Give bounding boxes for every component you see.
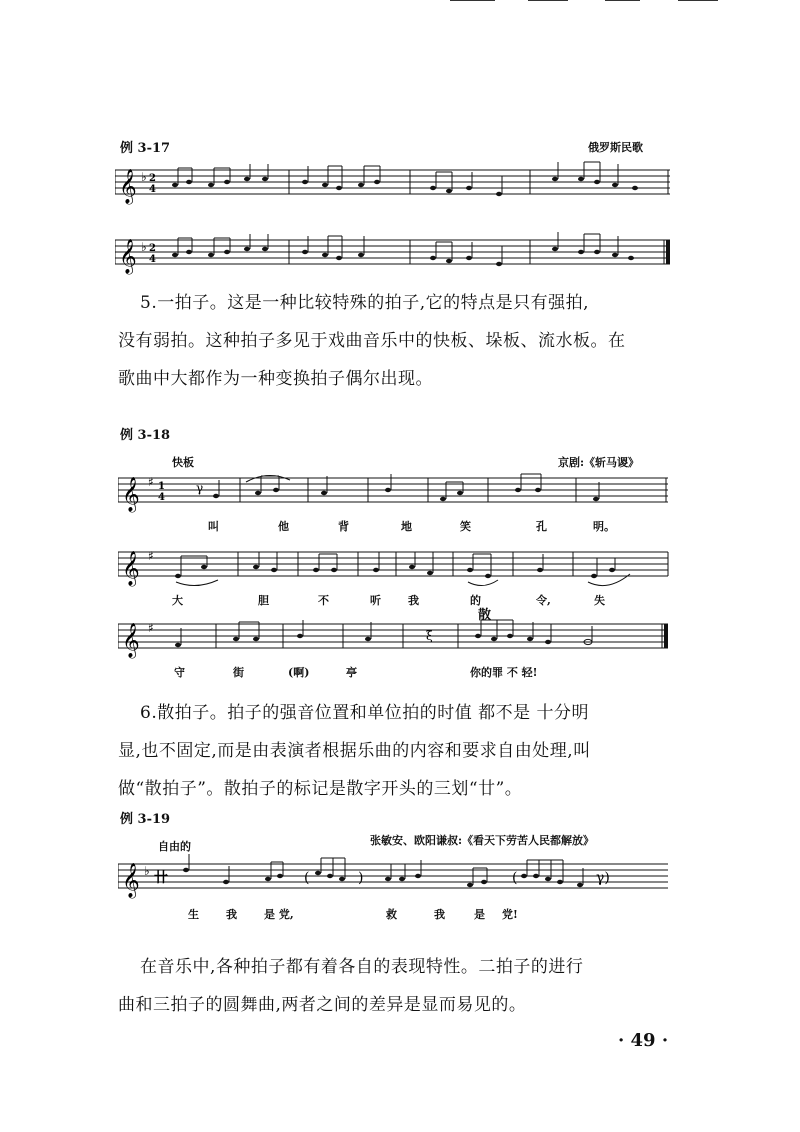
lyric: 的 bbox=[470, 594, 481, 607]
san-marking: 散 bbox=[478, 608, 492, 623]
lyric: 我 bbox=[226, 908, 237, 921]
staff-3-18-line1 bbox=[118, 466, 673, 516]
svg-text:(: ( bbox=[512, 870, 518, 886]
lyric: 救 bbox=[386, 908, 397, 921]
svg-text:4: 4 bbox=[158, 492, 165, 503]
paragraph-line: 做“散拍子”。散拍子的标记是散字开头的三划“廿”。 bbox=[118, 779, 523, 799]
svg-text:𝄞: 𝄞 bbox=[122, 477, 140, 512]
svg-text:2: 2 bbox=[149, 243, 156, 254]
lyric: 我 bbox=[434, 908, 445, 921]
lyric: 笑 bbox=[460, 520, 471, 533]
svg-text:): ) bbox=[358, 870, 364, 886]
paragraph-line: 显,也不固定,而是由表演者根据乐曲的内容和要求自由处理,叫 bbox=[118, 741, 591, 761]
lyric: 地 bbox=[401, 520, 412, 533]
svg-text:♯: ♯ bbox=[148, 621, 154, 635]
top-rule bbox=[605, 0, 640, 1]
example-source: 京剧:《斩马谡》 bbox=[558, 456, 640, 469]
lyric: 生 bbox=[188, 908, 199, 921]
svg-text:♭: ♭ bbox=[141, 240, 147, 254]
lyric: 听 bbox=[370, 594, 381, 607]
lyric: 胆 bbox=[258, 594, 269, 607]
lyrics-line bbox=[118, 592, 678, 608]
tempo-marking: 快板 bbox=[172, 456, 194, 469]
staff-3-17-line2 bbox=[115, 228, 675, 280]
staff-3-19 bbox=[118, 852, 673, 902]
lyric: 令, bbox=[536, 594, 551, 607]
lyric: 党! bbox=[502, 908, 518, 921]
page-number: · 49 · bbox=[618, 1030, 669, 1051]
svg-text:(: ( bbox=[304, 870, 310, 886]
staff-3-18-line3 bbox=[118, 612, 673, 662]
svg-text:γ): γ) bbox=[596, 870, 610, 886]
example-label: 例 3-17 bbox=[120, 141, 171, 156]
lyrics-line bbox=[118, 518, 678, 534]
lyric: 是 bbox=[474, 908, 485, 921]
lyric: 他 bbox=[278, 520, 289, 533]
paragraph-line: 5.一拍子。这是一种比较特殊的拍子,它的特点是只有强拍, bbox=[140, 293, 590, 313]
example-source: 俄罗斯民歌 bbox=[588, 141, 643, 154]
paragraph-line: 在音乐中,各种拍子都有着各自的表现特性。二拍子的进行 bbox=[140, 957, 584, 977]
svg-text:4: 4 bbox=[149, 254, 156, 265]
lyric: (啊) bbox=[288, 666, 310, 679]
example-label: 例 3-18 bbox=[120, 428, 171, 443]
tempo-marking: 自由的 bbox=[158, 840, 191, 853]
lyric: 不 bbox=[318, 594, 329, 607]
lyric: 明。 bbox=[593, 520, 615, 533]
svg-text:𝄞: 𝄞 bbox=[119, 169, 137, 204]
svg-text:♯: ♯ bbox=[148, 475, 154, 489]
paragraph-line: 6.散拍子。拍子的强音位置和单位拍的时值 都不是 十分明 bbox=[140, 703, 590, 723]
lyric: 你的罪 不 轻! bbox=[470, 666, 538, 679]
lyrics-line bbox=[118, 906, 678, 922]
lyric: 失 bbox=[594, 594, 605, 607]
top-rule bbox=[528, 0, 568, 1]
lyric: 我 bbox=[408, 594, 419, 607]
svg-text:𝄞: 𝄞 bbox=[122, 863, 140, 898]
example-label: 例 3-19 bbox=[120, 812, 171, 827]
staff-3-18-line2 bbox=[118, 540, 673, 590]
svg-text:♯: ♯ bbox=[148, 549, 154, 563]
svg-text:γ: γ bbox=[196, 481, 204, 495]
svg-text:4: 4 bbox=[149, 184, 156, 195]
lyric: 亭 bbox=[346, 666, 357, 679]
svg-text:1: 1 bbox=[158, 481, 165, 492]
svg-text:𝄞: 𝄞 bbox=[119, 239, 137, 274]
svg-text:卄: 卄 bbox=[154, 870, 168, 886]
svg-text:𝄞: 𝄞 bbox=[122, 551, 140, 586]
lyric: 叫 bbox=[208, 520, 219, 533]
svg-text:ξ: ξ bbox=[426, 629, 433, 643]
svg-text:♭: ♭ bbox=[141, 170, 147, 184]
staff-3-17-line1 bbox=[115, 158, 675, 210]
lyric: 守 bbox=[174, 666, 185, 679]
example-source: 张敏安、欧阳谦叔:《看天下劳苦人民都解放》 bbox=[370, 834, 595, 847]
lyrics-line bbox=[118, 664, 678, 680]
lyric: 背 bbox=[338, 520, 349, 533]
svg-text:2: 2 bbox=[149, 173, 156, 184]
svg-text:𝄞: 𝄞 bbox=[122, 623, 140, 658]
paragraph-line: 没有弱拍。这种拍子多见于戏曲音乐中的快板、垛板、流水板。在 bbox=[118, 331, 626, 351]
top-rule bbox=[678, 0, 718, 1]
lyric: 是 党, bbox=[264, 908, 294, 921]
lyric: 孔 bbox=[536, 520, 547, 533]
top-rule bbox=[450, 0, 495, 1]
lyric: 街 bbox=[233, 666, 244, 679]
paragraph-line: 歌曲中大都作为一种变换拍子偶尔出现。 bbox=[118, 369, 433, 389]
lyric: 大 bbox=[172, 594, 183, 607]
svg-text:♭: ♭ bbox=[144, 864, 150, 878]
paragraph-line: 曲和三拍子的圆舞曲,两者之间的差异是显而易见的。 bbox=[118, 995, 527, 1015]
